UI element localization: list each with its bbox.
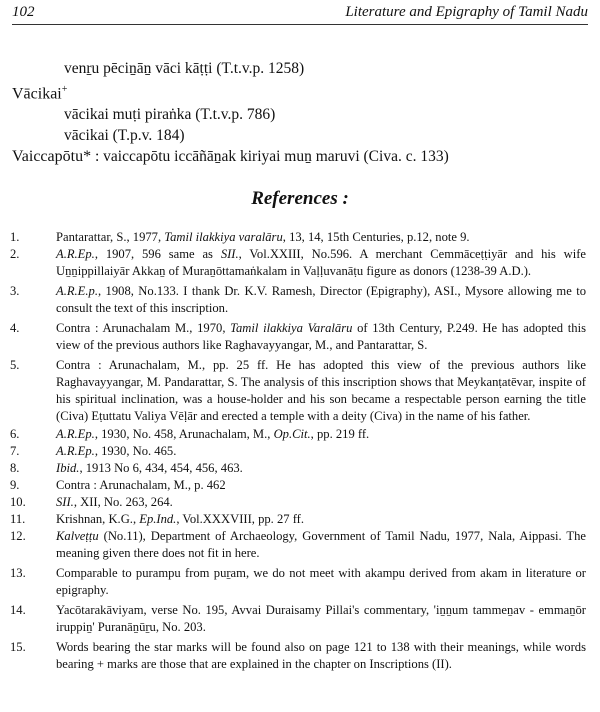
reference-number: 3. (10, 284, 20, 299)
reference-item (10, 639, 586, 673)
reference-text: SII., XII, No. 263, 264. (56, 494, 173, 509)
reference-item (10, 602, 586, 636)
reference-item (10, 283, 586, 317)
reference-item (10, 357, 586, 425)
reference-number: 14. (10, 602, 26, 617)
reference-item (10, 477, 586, 494)
page-header (12, 4, 588, 28)
reference-text: Words bearing the star marks will be found also on page 121 to 138 with their meanings, while words bearing + marks are those that are explained in the chapter on Inscriptions (II). (56, 640, 586, 672)
reference-text: Yacōtarakāviyam, verse No. 195, Avvai Duraisamy Pillai's commentary, 'iṉṉum tammeṉav - emmaṉōr iruppiṉ' Puranāṉūṟu, No. 203. (56, 602, 586, 635)
references-list (10, 229, 586, 673)
reference-number: 7. (10, 443, 20, 458)
reference-item (10, 565, 586, 599)
reference-text: A.R.Ep., 1907, 596 same as SII., Vol.XXIII, No.596. A merchant Cemmāceṭṭiyār and his wife Uṉṉippillaiyār Akkaṉ of Muraṉōttamaṅkalam in Vaḷḷuvanāṭu figure as donors (1238-39 A.D.). (56, 247, 587, 279)
reference-text: A.R.Ep., 1930, No. 465. (56, 443, 177, 458)
plus-mark: + (61, 84, 68, 95)
reference-text: Comparable to purampu from puṟam, we do not meet with akampu derived from akam in literature or epigraphy. (56, 565, 586, 597)
reference-number: 6. (10, 426, 20, 441)
reference-item (10, 494, 586, 511)
reference-text: Kalveṭṭu (No.11), Department of Archaeology, Government of Tamil Nadu, 1977, Nala, Aippasi. The meaning given there does not fit in here. (56, 528, 586, 560)
reference-number: 5. (10, 358, 20, 373)
reference-text: A.R.E.p., 1908, No.133. I thank Dr. K.V. Ramesh, Director (Epigraphy), ASI., Mysore allowing me to consult the text of this inscription. (56, 284, 586, 316)
reference-number: 11. (10, 511, 26, 526)
reference-number: 15. (10, 640, 26, 655)
reference-number: 12. (10, 528, 26, 543)
glossary-quote-line: vācikai (T.p.v. 184) (64, 127, 185, 145)
reference-item (10, 528, 586, 562)
glossary-quote-line: venṟu pēciṉāṉ vāci kāṭṭi (T.t.v.p. 1258) (64, 60, 305, 77)
reference-item (10, 443, 586, 460)
header-rule (12, 24, 588, 25)
reference-item (10, 460, 586, 477)
headword-quote: : vaiccapōtu iccāñāṉak kiriyai muṉ maruvi (Civa. c. 133) (94, 148, 449, 166)
glossary-block (12, 58, 588, 167)
reference-number: 8. (10, 460, 20, 475)
running-title: Literature and Epigraphy of Tamil Nadu (345, 4, 588, 20)
glossary-quote-line: vācikai muṭi piraṅka (T.t.v.p. 786) (64, 106, 276, 124)
reference-number: 10. (10, 494, 26, 509)
reference-item (10, 426, 586, 443)
glossary-headword-vacikai (12, 79, 588, 104)
reference-item (10, 320, 586, 354)
reference-text: Contra : Arunachalam, M., p. 462 (56, 477, 226, 492)
reference-text: Contra : Arunachalam M., 1970, Tamil ilakkiya Varalāru of 13th Century, P.249. He has adopted this view of the previous authors like Raghavayyangar, M., and Pantarattar, S. (56, 321, 586, 353)
reference-text: A.R.Ep., 1930, No. 458, Arunachalam, M., Op.Cit., pp. 219 ff. (56, 426, 370, 441)
reference-text: Pantarattar, S., 1977, Tamil ilakkiya varalāru, 13, 14, 15th Centuries, p.12, note 9. (56, 230, 470, 244)
reference-item (10, 246, 586, 280)
reference-text: Krishnan, K.G., Ep.Ind., Vol.XXXVIII, pp. 27 ff. (56, 511, 305, 526)
reference-number: 4. (10, 321, 20, 336)
headword-text: Vaiccapōtu* (12, 148, 92, 166)
reference-number: 13. (10, 565, 26, 580)
page-number: 102 (12, 4, 35, 20)
reference-number: 9. (10, 477, 20, 492)
reference-text: Ibid., 1913 No 6, 434, 454, 456, 463. (56, 460, 243, 475)
reference-number: 1. (10, 230, 20, 244)
reference-number: 2. (10, 247, 20, 262)
glossary-headword-vaiccapotu (12, 146, 588, 167)
reference-item (10, 229, 586, 246)
reference-text: Contra : Arunachalam, M., pp. 25 ff. He has adopted this view of the previous authors like Raghavayyangar, M. Pandarattar, S. The analysis of this inscription shows that Meykanṭatēvar, inspite of his spiritual inclination, was a house-holder and his son became a respectable person earning the title (Civa) Eṭuttatu Valiya Vēḷār and erected a temple with a deity (Civa) in the name of his father. (56, 358, 586, 424)
references-heading: References : (251, 188, 349, 209)
reference-item (10, 511, 586, 528)
headword-text: Vācikai (12, 85, 62, 103)
